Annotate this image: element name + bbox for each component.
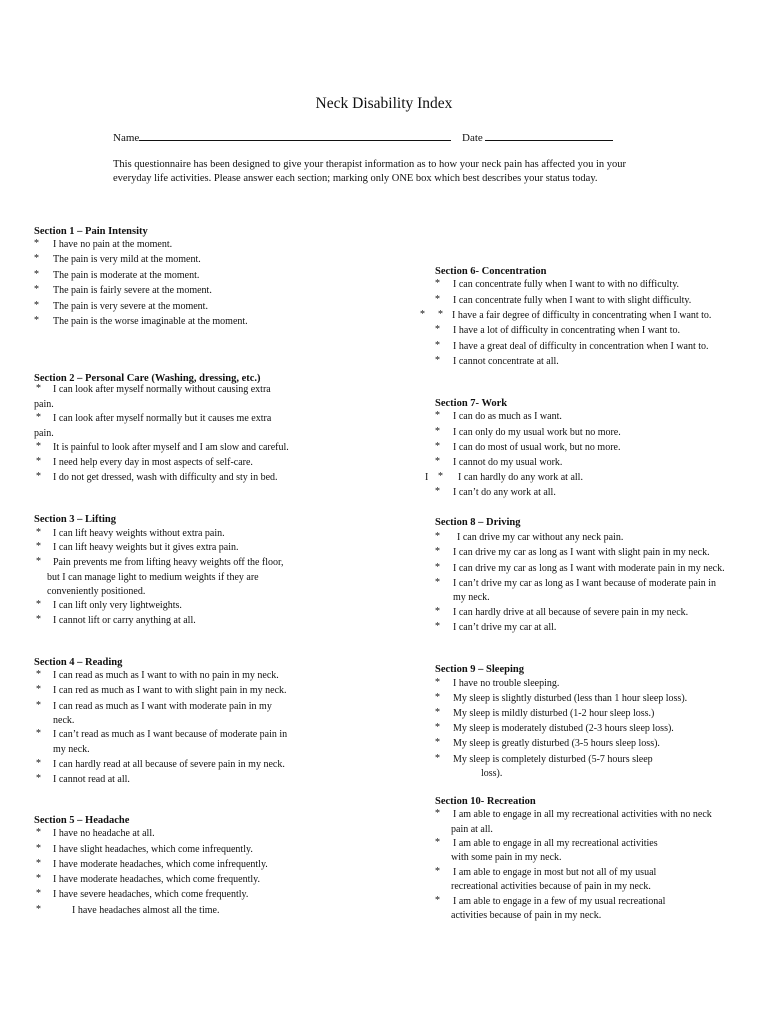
checkbox-marker[interactable]: * xyxy=(435,577,440,588)
option-label: The pain is the worse imaginable at the moment. xyxy=(53,316,248,327)
option-label-line: pain. xyxy=(34,428,54,439)
option-label: The pain is moderate at the moment. xyxy=(53,270,200,281)
checkbox-marker[interactable]: * xyxy=(36,728,41,739)
option-label: I can do as much as I want. xyxy=(453,411,562,422)
checkbox-marker[interactable]: * xyxy=(34,300,39,311)
option-label-line: pain at all. xyxy=(451,824,493,835)
section-heading: Section 7- Work xyxy=(435,398,508,409)
option-label: My sleep is moderately distubed (2-3 hours sleep loss). xyxy=(453,723,674,734)
checkbox-marker[interactable]: * xyxy=(36,541,41,552)
option-label: I can’t drive my car at all. xyxy=(453,622,557,633)
date-field[interactable] xyxy=(462,130,613,144)
checkbox-marker[interactable]: * xyxy=(435,606,440,617)
checkbox-marker[interactable]: * xyxy=(435,837,440,848)
option-label-line: I can’t drive my car as long as I want because of moderate pain in xyxy=(453,578,717,589)
checkbox-marker[interactable]: * xyxy=(435,866,440,877)
option-label: I have a fair degree of difficulty in concentrating when I want to. xyxy=(452,310,712,321)
date-underline[interactable] xyxy=(485,130,613,141)
checkbox-marker[interactable]: * xyxy=(34,238,39,249)
section-heading: Section 5 – Headache xyxy=(34,815,130,826)
stray-mark: I xyxy=(425,472,429,483)
name-label: Name xyxy=(113,132,140,144)
section-heading: Section 4 – Reading xyxy=(34,657,123,668)
section-heading: Section 1 – Pain Intensity xyxy=(34,226,148,237)
checkbox-marker[interactable]: * xyxy=(36,773,41,784)
option-label: I have moderate headaches, which come infrequently. xyxy=(53,859,268,870)
option-label: I cannot read at all. xyxy=(53,774,130,785)
checkbox-marker[interactable]: * xyxy=(36,888,41,899)
option-label: I cannot concentrate at all. xyxy=(453,356,559,367)
checkbox-marker[interactable]: * xyxy=(435,456,440,467)
checkbox-marker[interactable]: * xyxy=(435,621,440,632)
checkbox-marker[interactable]: * xyxy=(435,753,440,764)
checkbox-marker[interactable]: * xyxy=(435,441,440,452)
checkbox-marker[interactable]: * xyxy=(435,324,440,335)
checkbox-marker[interactable]: * xyxy=(36,383,41,394)
checkbox-marker[interactable]: * xyxy=(34,253,39,264)
checkbox-marker[interactable]: * xyxy=(36,441,41,452)
option-label-line: My sleep is completely disturbed (5-7 hours sleep xyxy=(453,754,653,765)
option-label-line: Pain prevents me from lifting heavy weights off the floor, xyxy=(53,557,284,568)
option-label-line: but I can manage light to medium weights if they are xyxy=(47,572,259,583)
option-label: I can read as much as I want to with no pain in my neck. xyxy=(53,670,279,681)
checkbox-marker[interactable]: * xyxy=(36,412,41,423)
checkbox-marker[interactable]: * xyxy=(34,269,39,280)
option-label: I have moderate headaches, which come frequently. xyxy=(53,874,261,885)
option-label-line: my neck. xyxy=(53,744,90,755)
checkbox-marker[interactable]: * xyxy=(435,722,440,733)
option-label: I can concentrate fully when I want to with no difficulty. xyxy=(453,279,680,290)
option-label: I can’t do any work at all. xyxy=(453,487,556,498)
option-label-line: my neck. xyxy=(453,592,490,603)
checkbox-marker[interactable]: * xyxy=(36,904,41,915)
checkbox-marker[interactable]: * xyxy=(435,278,440,289)
option-label-line: loss). xyxy=(481,768,503,779)
option-label: I can lift heavy weights but it gives extra pain. xyxy=(53,542,239,553)
checkbox-marker[interactable]: * xyxy=(36,758,41,769)
checkbox-marker[interactable]: * xyxy=(36,684,41,695)
option-label-line: conveniently positioned. xyxy=(47,586,146,597)
intro-paragraph: This questionnaire has been designed to give your therapist information as to how your neck pain has affected you in your everyday life activities. Please answer each section; marking only ONE box which best describes your status today. xyxy=(113,159,627,184)
option-label: The pain is fairly severe at the moment. xyxy=(53,285,212,296)
checkbox-marker[interactable]: * xyxy=(435,410,440,421)
checkbox-marker[interactable]: * xyxy=(420,309,425,320)
section-heading: Section 2 – Personal Care (Washing, dressing, etc.) xyxy=(34,373,261,384)
option-label-line: neck. xyxy=(53,715,75,726)
checkbox-marker[interactable]: * xyxy=(435,355,440,366)
checkbox-marker[interactable]: * xyxy=(36,527,41,538)
option-label-line: recreational activities because of pain in my neck. xyxy=(451,881,651,892)
option-label: It is painful to look after myself and I am slow and careful. xyxy=(53,442,289,453)
option-label-line: with some pain in my neck. xyxy=(451,852,562,863)
option-label: My sleep is greatly disturbed (3-5 hours sleep loss). xyxy=(453,738,660,749)
checkbox-marker[interactable]: * xyxy=(435,426,440,437)
checkbox-marker[interactable]: * xyxy=(435,895,440,906)
option-label: I do not get dressed, wash with difficulty and sty in bed. xyxy=(53,472,278,483)
checkbox-marker[interactable]: * xyxy=(438,309,443,320)
option-label-line: I can look after myself normally without causing extra xyxy=(53,384,271,395)
option-label: My sleep is mildly disturbed (1-2 hour sleep loss.) xyxy=(453,708,655,719)
checkbox-marker[interactable]: * xyxy=(36,669,41,680)
option-label: I can only do my usual work but no more. xyxy=(453,427,621,438)
checkbox-marker[interactable]: * xyxy=(435,486,440,497)
option-label: I can drive my car as long as I want with moderate pain in my neck. xyxy=(453,563,725,574)
date-label: Date xyxy=(462,132,483,144)
option-label: I have severe headaches, which come frequently. xyxy=(53,889,249,900)
option-label: I can lift only very lightweights. xyxy=(53,600,182,611)
checkbox-marker[interactable]: * xyxy=(34,284,39,295)
option-label-line: I can read as much as I want with moderate pain in my xyxy=(53,701,272,712)
checkbox-marker[interactable]: * xyxy=(36,614,41,625)
checkbox-marker[interactable]: * xyxy=(435,707,440,718)
option-label: I have no pain at the moment. xyxy=(53,239,173,250)
option-label: I can red as much as I want to with slight pain in my neck. xyxy=(53,685,287,696)
section-heading: Section 3 – Lifting xyxy=(34,514,116,525)
checkbox-marker[interactable]: * xyxy=(36,843,41,854)
checkbox-marker[interactable]: * xyxy=(435,808,440,819)
option-label-line: I am able to engage in all my recreational activities xyxy=(453,838,658,849)
option-label: I have headaches almost all the time. xyxy=(72,905,220,916)
option-label-line: pain. xyxy=(34,399,54,410)
checkbox-marker[interactable]: * xyxy=(435,692,440,703)
checkbox-marker[interactable]: * xyxy=(435,677,440,688)
name-underline[interactable] xyxy=(139,130,451,141)
option-label: I have a lot of difficulty in concentrating when I want to. xyxy=(453,325,680,336)
checkbox-marker[interactable]: * xyxy=(34,315,39,326)
checkbox-marker[interactable]: * xyxy=(36,700,41,711)
checkbox-marker[interactable]: * xyxy=(435,737,440,748)
option-label: I can hardly drive at all because of severe pain in my neck. xyxy=(453,607,689,618)
option-label-line: activities because of pain in my neck. xyxy=(451,910,602,921)
page-title: Neck Disability Index xyxy=(315,95,453,112)
option-label: I can hardly do any work at all. xyxy=(458,472,583,483)
option-label: I have no headache at all. xyxy=(53,828,155,839)
checkbox-marker[interactable]: * xyxy=(36,873,41,884)
section-heading: Section 6- Concentration xyxy=(435,266,547,277)
checkbox-marker[interactable]: * xyxy=(435,531,440,542)
checkbox-marker[interactable]: * xyxy=(435,340,440,351)
option-label: I have no trouble sleeping. xyxy=(453,678,560,689)
option-label: I can drive my car without any neck pain. xyxy=(457,532,624,543)
option-label: I need help every day in most aspects of self-care. xyxy=(53,457,253,468)
option-label-line: I can look after myself normally but it causes me extra xyxy=(53,413,272,424)
option-label-line: I am able to engage in all my recreational activities with no neck xyxy=(453,809,712,820)
checkbox-marker[interactable]: * xyxy=(435,546,440,557)
option-label: I can lift heavy weights without extra pain. xyxy=(53,528,225,539)
option-label: I can concentrate fully when I want to with slight difficulty. xyxy=(453,295,692,306)
section-heading: Section 8 – Driving xyxy=(435,517,521,528)
option-label: I can do most of usual work, but no more. xyxy=(453,442,621,453)
option-label: I cannot do my usual work. xyxy=(453,457,563,468)
option-label: I have slight headaches, which come infrequently. xyxy=(53,844,253,855)
checkbox-marker[interactable]: * xyxy=(36,827,41,838)
section-heading: Section 9 – Sleeping xyxy=(435,664,524,675)
checkbox-marker[interactable]: * xyxy=(36,599,41,610)
option-label: I have a great deal of difficulty in concentration when I want to. xyxy=(453,341,709,352)
option-label-line: I am able to engage in a few of my usual recreational xyxy=(453,896,666,907)
checkbox-marker[interactable]: * xyxy=(438,471,443,482)
checkbox-marker[interactable]: * xyxy=(36,456,41,467)
checkbox-marker[interactable]: * xyxy=(435,294,440,305)
section-heading: Section 10- Recreation xyxy=(435,796,536,807)
option-label: I cannot lift or carry anything at all. xyxy=(53,615,196,626)
option-label: I can hardly read at all because of severe pain in my neck. xyxy=(53,759,285,770)
option-label: My sleep is slightly disturbed (less than 1 hour sleep loss). xyxy=(453,693,688,704)
option-label: I can drive my car as long as I want with slight pain in my neck. xyxy=(453,547,710,558)
option-label: The pain is very mild at the moment. xyxy=(53,254,201,265)
checkbox-marker[interactable]: * xyxy=(36,858,41,869)
option-label-line: I am able to engage in most but not all of my usual xyxy=(453,867,657,878)
checkbox-marker[interactable]: * xyxy=(36,556,41,567)
option-label-line: I can’t read as much as I want because of moderate pain in xyxy=(53,729,288,740)
name-field[interactable] xyxy=(113,130,451,144)
option-label: The pain is very severe at the moment. xyxy=(53,301,208,312)
checkbox-marker[interactable]: * xyxy=(36,471,41,482)
checkbox-marker[interactable]: * xyxy=(435,562,440,573)
